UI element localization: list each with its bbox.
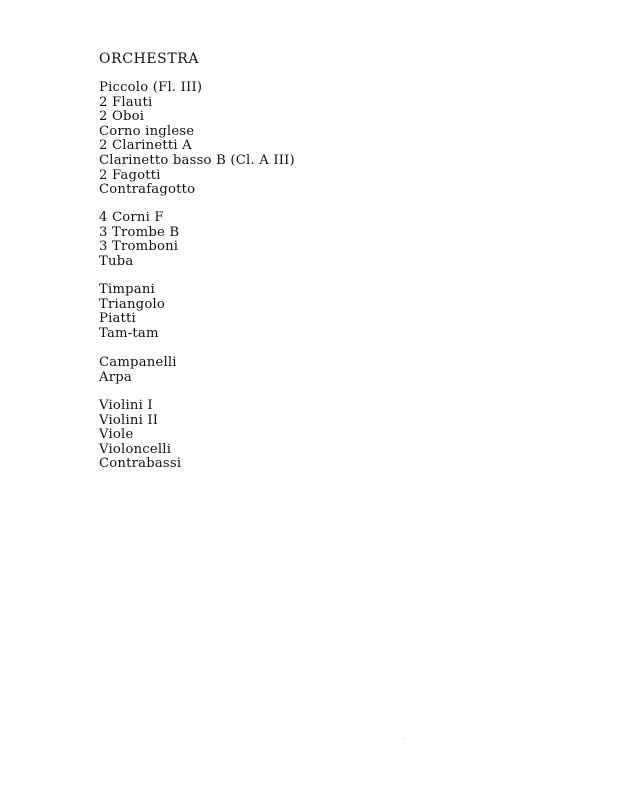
instrument-item: Violini II — [99, 412, 159, 428]
instrument-item: 4 Corni F — [99, 210, 164, 225]
instrument-item: Contrafagotto — [99, 182, 196, 198]
instrument-item: Clarinetto basso B (Cl. A III) — [99, 152, 295, 168]
instrument-item: Triangolo — [99, 296, 166, 312]
instrument-item: 2 Flauti — [99, 94, 153, 110]
instrument-item: 2 Oboi — [99, 109, 145, 125]
paper-speck — [402, 738, 404, 740]
instrument-item: 3 Trombe B — [99, 224, 180, 240]
brass-list — [99, 211, 179, 269]
instrument-item: 3 Tromboni — [99, 239, 179, 255]
instrument-item: Timpani — [99, 282, 155, 297]
instrument-item: Tam-tam — [99, 325, 159, 341]
woodwinds-list — [99, 81, 295, 198]
instrument-item: Campanelli — [99, 355, 177, 370]
instrument-item: Corno inglese — [99, 123, 195, 139]
instrument-item: Tuba — [99, 253, 134, 269]
instrument-item: 2 Clarinetti A — [99, 138, 192, 154]
instrument-item: 2 Fagotti — [99, 167, 161, 183]
instrument-item: Violini I — [99, 398, 153, 413]
instrument-item: Contrabassi — [99, 456, 182, 472]
instrument-item: Viole — [99, 427, 134, 443]
instrument-item: Piccolo (Fl. III) — [99, 80, 203, 95]
instrument-item: Violoncelli — [99, 441, 172, 457]
percussion-list — [99, 283, 165, 341]
instrument-item: Arpa — [99, 369, 132, 385]
keyboard-harp-list — [99, 356, 177, 385]
page-title: ORCHESTRA — [99, 51, 200, 67]
strings-list — [99, 399, 181, 472]
instrument-item: Piatti — [99, 311, 136, 327]
